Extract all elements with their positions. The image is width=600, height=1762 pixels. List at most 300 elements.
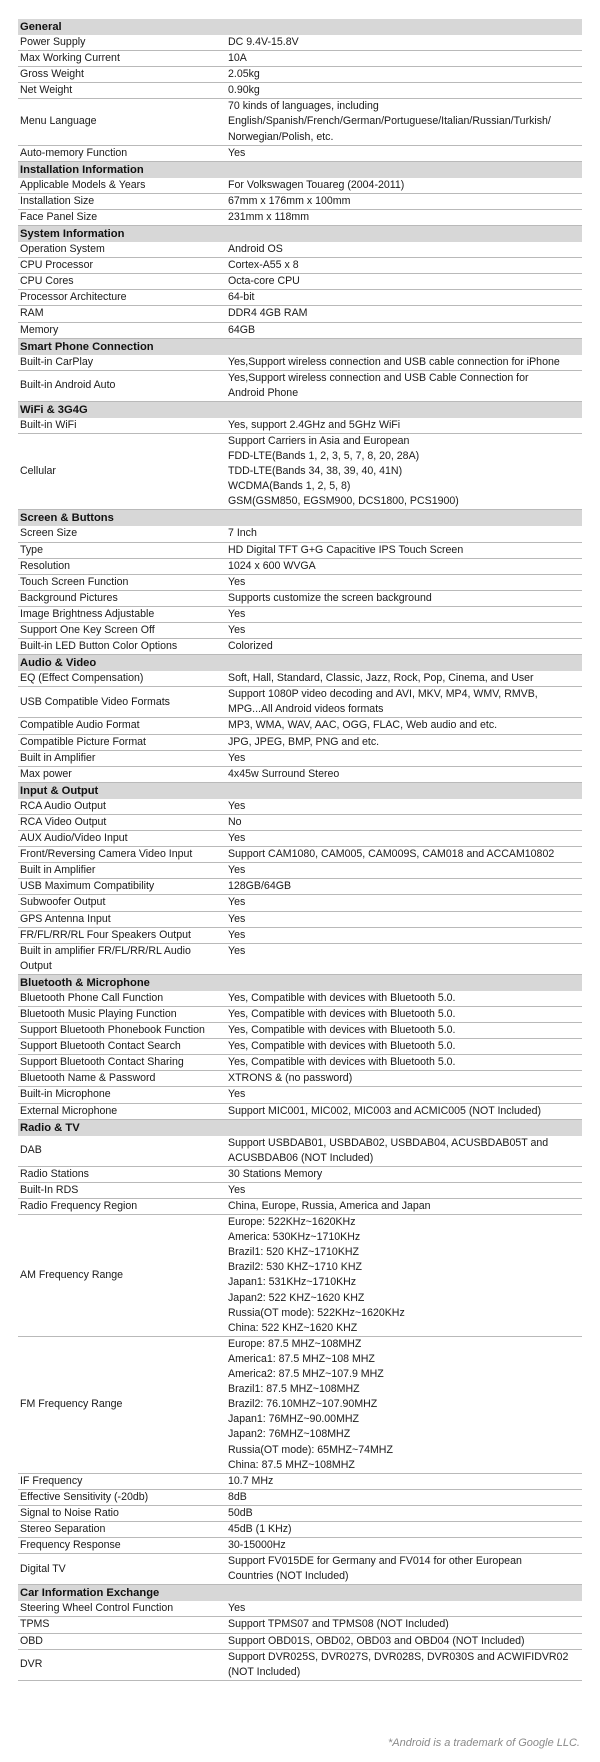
spec-value-line: Android OS [228, 243, 283, 256]
spec-label: USB Maximum Compatibility [20, 880, 155, 893]
spec-row [18, 1601, 582, 1617]
spec-label: Image Brightness Adjustable [20, 607, 155, 620]
spec-row [18, 526, 582, 542]
spec-label: Built in Amplifier [20, 751, 96, 764]
spec-row [18, 895, 582, 911]
spec-value-line: Yes, Compatible with devices with Bluetooth 5.0. [228, 1040, 456, 1053]
spec-value-line: DDR4 4GB RAM [228, 307, 308, 320]
spec-value-line: Brazil1: 87.5 MHZ~108MHZ [228, 1383, 360, 1396]
spec-row [18, 559, 582, 575]
spec-value-line: 30-15000Hz [228, 1539, 286, 1552]
spec-value-line: Japan1: 76MHZ~90.00MHZ [228, 1413, 360, 1426]
spec-value-line: Yes [228, 624, 246, 636]
spec-row [18, 418, 582, 434]
spec-value [226, 863, 582, 878]
spec-value-line: Support TPMS07 and TPMS08 (NOT Included) [228, 1618, 449, 1631]
spec-row [18, 146, 582, 162]
spec-label: Steering Wheel Control Function [20, 1602, 174, 1615]
spec-value-line: HD Digital TFT G+G Capacitive IPS Touch Screen [228, 543, 464, 556]
spec-value-line: ACUSBDAB06 (NOT Included) [228, 1151, 374, 1164]
spec-value-line: Yes [228, 896, 246, 909]
spec-section [18, 783, 582, 975]
spec-value-line: Yes [228, 607, 246, 620]
spec-value [226, 99, 582, 144]
spec-label: Background Pictures [20, 591, 118, 604]
spec-value-line: Colorized [228, 640, 273, 653]
spec-value [226, 718, 582, 733]
spec-row [18, 1071, 582, 1087]
spec-value-line: Japan1: 531KHz~1710KHz [228, 1276, 357, 1289]
spec-value [226, 1490, 582, 1505]
spec-value-line: Yes [228, 912, 246, 925]
spec-value [226, 51, 582, 66]
spec-value-line: Japan2: 76MHZ~108MHZ [228, 1428, 351, 1441]
section-header: Screen & Buttons [18, 510, 582, 526]
spec-value-line: Yes [228, 832, 246, 845]
spec-value-line: Yes [228, 1088, 246, 1101]
spec-label: Auto-memory Function [20, 146, 128, 159]
spec-value-line: Europe: 522KHz~1620KHz [228, 1216, 356, 1229]
spec-value [226, 799, 582, 814]
spec-value-line: Brazil2: 530 KHZ~1710 KHZ [228, 1261, 362, 1274]
spec-section [18, 975, 582, 1120]
spec-value [226, 1554, 582, 1584]
spec-row [18, 323, 582, 339]
spec-value [226, 526, 582, 541]
spec-value [226, 671, 582, 686]
spec-value [226, 1199, 582, 1214]
spec-label: TPMS [20, 1618, 50, 1631]
spec-label: DAB [20, 1144, 42, 1157]
spec-label: Support Bluetooth Contact Search [20, 1040, 181, 1053]
spec-value-line: Yes [228, 944, 246, 957]
spec-value [226, 306, 582, 321]
spec-label: Applicable Models & Years [20, 178, 146, 191]
spec-section [18, 1120, 582, 1586]
section-header: Bluetooth & Microphone [18, 975, 582, 991]
spec-label: Processor Architecture [20, 291, 127, 304]
spec-label: RCA Video Output [20, 815, 107, 828]
spec-value-line: Russia(OT mode): 65MHZ~74MHZ [228, 1443, 393, 1456]
spec-value [226, 1522, 582, 1537]
spec-value-line: America1: 87.5 MHZ~108 MHZ [228, 1352, 375, 1365]
spec-label: OBD [20, 1634, 43, 1647]
spec-section [18, 162, 582, 226]
spec-value-line: No [228, 815, 242, 828]
spec-value-line: XTRONS & (no password) [228, 1072, 353, 1085]
spec-label: Built-in WiFi [20, 418, 77, 431]
spec-value-line: America2: 87.5 MHZ~107.9 MHZ [228, 1368, 384, 1381]
spec-label: Signal to Noise Ratio [20, 1506, 119, 1519]
spec-value-line: China: 522 KHZ~1620 KHZ [228, 1321, 358, 1334]
spec-label: External Microphone [20, 1104, 118, 1117]
spec-value-line: China: 87.5 MHZ~108MHZ [228, 1458, 355, 1471]
spec-label: Net Weight [20, 84, 73, 97]
spec-value-line: Europe: 87.5 MHZ~108MHZ [228, 1337, 362, 1350]
spec-row [18, 799, 582, 815]
spec-value [226, 639, 582, 654]
spec-section [18, 226, 582, 339]
spec-value [226, 687, 582, 717]
spec-row [18, 210, 582, 226]
spec-label: RAM [20, 307, 44, 320]
spec-value [226, 290, 582, 305]
spec-value [226, 1617, 582, 1632]
spec-row [18, 1337, 582, 1474]
spec-value [226, 912, 582, 927]
spec-label: Compatible Audio Format [20, 719, 140, 732]
spec-value [226, 928, 582, 943]
spec-label: Gross Weight [20, 68, 84, 81]
spec-value [226, 1601, 582, 1616]
spec-value-line: 64-bit [228, 291, 255, 304]
spec-label: Bluetooth Phone Call Function [20, 991, 164, 1004]
spec-row [18, 944, 582, 975]
spec-value-line: WCDMA(Bands 1, 2, 5, 8) [228, 480, 351, 493]
spec-label: Subwoofer Output [20, 896, 106, 909]
spec-value-line: TDD-LTE(Bands 34, 38, 39, 40, 41N) [228, 465, 403, 478]
spec-value-line: English/Spanish/French/German/Portuguese/Italian/Russian/Turkish/ [228, 115, 551, 128]
spec-value [226, 434, 582, 509]
spec-label: Cellular [20, 465, 56, 478]
spec-value [226, 371, 582, 401]
spec-section [18, 402, 582, 511]
spec-value [226, 1215, 582, 1336]
spec-value-line: Support OBD01S, OBD02, OBD03 and OBD04 (NOT Included) [228, 1634, 525, 1647]
spec-value-line: 45dB (1 KHz) [228, 1522, 292, 1535]
spec-label: Built-in LED Button Color Options [20, 640, 178, 653]
spec-label: FR/FL/RR/RL Four Speakers Output [20, 928, 191, 941]
spec-value [226, 242, 582, 257]
spec-value-line: 2.05kg [228, 68, 260, 81]
section-header: System Information [18, 226, 582, 242]
spec-row [18, 1650, 582, 1681]
spec-label: Radio Stations [20, 1167, 89, 1180]
spec-value [226, 1474, 582, 1489]
spec-label: Built-In RDS [20, 1183, 79, 1196]
spec-value-line: GSM(GSM850, EGSM900, DCS1800, PCS1900) [228, 495, 459, 508]
spec-value-line: (NOT Included) [228, 1665, 301, 1678]
spec-row [18, 1522, 582, 1538]
spec-label: Type [20, 543, 43, 556]
spec-row [18, 1554, 582, 1585]
spec-label: Touch Screen Function [20, 575, 129, 588]
spec-value-line: Yes [228, 575, 246, 588]
spec-row [18, 879, 582, 895]
spec-value-line: Yes, Compatible with devices with Bluetooth 5.0. [228, 991, 456, 1004]
spec-value-line: MP3, WMA, WAV, AAC, OGG, FLAC, Web audio and etc. [228, 719, 498, 732]
spec-value-line: Yes, Compatible with devices with Bluetooth 5.0. [228, 1056, 456, 1069]
spec-value-line: Yes,Support wireless connection and USB cable connection for iPhone [228, 355, 560, 368]
spec-label: Digital TV [20, 1562, 66, 1575]
spec-value-line: Cortex-A55 x 8 [228, 259, 299, 272]
spec-row [18, 1136, 582, 1167]
spec-value-line: Yes [228, 1183, 246, 1196]
spec-value [226, 735, 582, 750]
spec-value-line: FDD-LTE(Bands 1, 2, 3, 5, 7, 8, 20, 28A) [228, 450, 420, 463]
spec-label: Bluetooth Name & Password [20, 1072, 156, 1085]
spec-section [18, 655, 582, 783]
spec-value-line: Norwegian/Polish, etc. [228, 130, 334, 143]
spec-value [226, 1167, 582, 1182]
spec-row [18, 1023, 582, 1039]
spec-label: Menu Language [20, 115, 97, 128]
spec-label: Screen Size [20, 527, 78, 540]
spec-row [18, 355, 582, 371]
spec-row [18, 687, 582, 718]
spec-value [226, 1071, 582, 1086]
spec-row [18, 1474, 582, 1490]
spec-value [226, 258, 582, 273]
spec-row [18, 1183, 582, 1199]
spec-label: Installation Size [20, 194, 95, 207]
spec-value [226, 543, 582, 558]
spec-value [226, 607, 582, 622]
spec-label: Effective Sensitivity (-20db) [20, 1490, 149, 1503]
spec-row [18, 67, 582, 83]
spec-value-line: 70 kinds of languages, including [228, 100, 379, 113]
spec-value [226, 1023, 582, 1038]
spec-label: Frequency Response [20, 1539, 121, 1552]
spec-value-line: Yes, Compatible with devices with Bluetooth 5.0. [228, 1007, 456, 1020]
spec-value [226, 591, 582, 606]
spec-value [226, 944, 582, 974]
spec-label: Bluetooth Music Playing Function [20, 1007, 177, 1020]
trademark-footnote: *Android is a trademark of Google LLC. [388, 1737, 580, 1749]
section-header: Car Information Exchange [18, 1585, 582, 1601]
spec-value-line: 231mm x 118mm [228, 210, 310, 223]
spec-section [18, 339, 582, 402]
spec-value-line: Support Carriers in Asia and European [228, 434, 410, 447]
spec-value-line: 0.90kg [228, 84, 260, 97]
spec-row [18, 242, 582, 258]
spec-section [18, 1585, 582, 1680]
section-header: Smart Phone Connection [18, 339, 582, 355]
spec-row [18, 815, 582, 831]
spec-row [18, 99, 582, 145]
spec-value [226, 1634, 582, 1649]
spec-value-line: Brazil1: 520 KHZ~1710KHZ [228, 1246, 360, 1259]
spec-row [18, 991, 582, 1007]
spec-row [18, 1506, 582, 1522]
spec-value-line: 10A [228, 52, 247, 65]
spec-label: Built-in Microphone [20, 1088, 111, 1101]
spec-label: Memory [20, 323, 59, 336]
spec-label: Support Bluetooth Phonebook Function [20, 1024, 205, 1037]
spec-label: Built in amplifier FR/FL/RR/RL Audio Output [20, 944, 191, 972]
spec-label: Stereo Separation [20, 1522, 106, 1535]
spec-value [226, 1650, 582, 1680]
spec-value-line: Support USBDAB01, USBDAB02, USBDAB04, ACUSBDAB05T and [228, 1136, 549, 1149]
spec-label: AM Frequency Range [20, 1268, 124, 1281]
spec-label: Face Panel Size [20, 210, 98, 223]
spec-value [226, 146, 582, 161]
spec-value-line: Support MIC001, MIC002, MIC003 and ACMIC005 (NOT Included) [228, 1104, 542, 1117]
spec-value [226, 559, 582, 574]
spec-row [18, 306, 582, 322]
spec-row [18, 1199, 582, 1215]
spec-label: FM Frequency Range [20, 1398, 123, 1411]
spec-row [18, 863, 582, 879]
spec-label: Max power [20, 767, 72, 780]
spec-value [226, 895, 582, 910]
spec-value [226, 879, 582, 894]
section-header: General [18, 19, 582, 35]
spec-row [18, 543, 582, 559]
spec-label: Radio Frequency Region [20, 1200, 138, 1212]
spec-value-line: Yes, Compatible with devices with Bluetooth 5.0. [228, 1024, 456, 1037]
spec-row [18, 1634, 582, 1650]
spec-value-line: Countries (NOT Included) [228, 1570, 349, 1583]
section-header: Radio & TV [18, 1120, 582, 1136]
spec-value-line: 50dB [228, 1506, 253, 1519]
spec-section [18, 19, 582, 162]
spec-label: Front/Reversing Camera Video Input [20, 848, 193, 861]
spec-value [226, 751, 582, 766]
spec-value-line: 4x45w Surround Stereo [228, 767, 340, 780]
spec-label: Power Supply [20, 36, 86, 48]
spec-row [18, 83, 582, 99]
spec-row [18, 1167, 582, 1183]
spec-label: CPU Processor [20, 259, 93, 272]
spec-row [18, 623, 582, 639]
spec-value-line: America: 530KHz~1710KHz [228, 1231, 361, 1244]
spec-value-line: Yes [228, 928, 246, 941]
section-header: Installation Information [18, 162, 582, 178]
spec-label: Support Bluetooth Contact Sharing [20, 1056, 184, 1069]
spec-row [18, 194, 582, 210]
section-header: WiFi & 3G4G [18, 402, 582, 418]
spec-section [18, 510, 582, 655]
spec-value [226, 1039, 582, 1054]
spec-value-line: Japan2: 522 KHZ~1620 KHZ [228, 1291, 365, 1304]
spec-row [18, 912, 582, 928]
spec-label: Resolution [20, 559, 71, 572]
spec-value [226, 355, 582, 370]
spec-row [18, 258, 582, 274]
section-header: Audio & Video [18, 655, 582, 671]
spec-row [18, 847, 582, 863]
spec-value-line: Yes,Support wireless connection and USB Cable Connection for [228, 371, 529, 384]
spec-row [18, 735, 582, 751]
spec-label: RCA Audio Output [20, 799, 106, 812]
spec-row [18, 1490, 582, 1506]
spec-value [226, 991, 582, 1006]
spec-value [226, 274, 582, 289]
spec-value [226, 1183, 582, 1198]
spec-row [18, 1055, 582, 1071]
spec-row [18, 178, 582, 194]
spec-value-line: Yes [228, 146, 246, 159]
spec-value [226, 67, 582, 82]
spec-label: USB Compatible Video Formats [20, 695, 170, 708]
spec-value [226, 1055, 582, 1070]
spec-value-line: Yes [228, 1602, 246, 1615]
spec-value [226, 1087, 582, 1102]
spec-row [18, 767, 582, 783]
spec-value-line: Android Phone [228, 386, 299, 399]
spec-value [226, 418, 582, 433]
spec-value-line: MPG...All Android videos formats [228, 703, 384, 716]
spec-value-line: For Volkswagen Touareg (2004-2011) [228, 178, 405, 191]
spec-row [18, 639, 582, 655]
spec-row [18, 290, 582, 306]
spec-value [226, 194, 582, 209]
spec-value-line: China, Europe, Russia, America and Japan [228, 1200, 431, 1212]
spec-value-line: 10.7 MHz [228, 1474, 274, 1487]
spec-value [226, 847, 582, 862]
spec-row [18, 1087, 582, 1103]
spec-row [18, 35, 582, 51]
spec-row [18, 591, 582, 607]
spec-label: EQ (Effect Compensation) [20, 672, 144, 685]
spec-row [18, 928, 582, 944]
spec-label: Built-in Android Auto [20, 379, 116, 392]
spec-value-line: Support DVR025S, DVR027S, DVR028S, DVR030S and ACWIFIDVR02 [228, 1650, 569, 1663]
spec-row [18, 575, 582, 591]
section-header: Input & Output [18, 783, 582, 799]
spec-value [226, 767, 582, 782]
spec-value-line: JPG, JPEG, BMP, PNG and etc. [228, 735, 380, 748]
spec-value-line: 1024 x 600 WVGA [228, 559, 316, 572]
spec-value-line: Support 1080P video decoding and AVI, MKV, MP4, WMV, RMVB, [228, 688, 538, 701]
spec-label: GPS Antenna Input [20, 912, 111, 925]
spec-value [226, 575, 582, 590]
spec-row [18, 434, 582, 510]
spec-row [18, 718, 582, 734]
spec-row [18, 1039, 582, 1055]
spec-label: Built-in CarPlay [20, 355, 94, 368]
spec-label: Compatible Picture Format [20, 735, 146, 748]
spec-row [18, 1104, 582, 1120]
spec-value-line: 64GB [228, 323, 256, 336]
spec-value-line: Soft, Hall, Standard, Classic, Jazz, Rock, Pop, Cinema, and User [228, 672, 534, 685]
spec-value-line: 67mm x 176mm x 100mm [228, 194, 351, 207]
spec-label: DVR [20, 1658, 43, 1671]
spec-label: Operation System [20, 243, 105, 256]
spec-label: IF Frequency [20, 1474, 83, 1487]
spec-value-line: Yes, support 2.4GHz and 5GHz WiFi [228, 418, 401, 431]
spec-value-line: 8dB [228, 1490, 247, 1503]
spec-value-line: Supports customize the screen background [228, 591, 432, 604]
spec-value [226, 83, 582, 98]
spec-value [226, 1007, 582, 1022]
spec-value-line: Support CAM1080, CAM005, CAM009S, CAM018 and ACCAM10802 [228, 848, 555, 861]
spec-row [18, 607, 582, 623]
spec-label: Built in Amplifier [20, 864, 96, 877]
spec-value [226, 1337, 582, 1473]
spec-row [18, 1215, 582, 1337]
spec-value-line: Support FV015DE for Germany and FV014 for other European [228, 1555, 522, 1568]
spec-value [226, 323, 582, 338]
spec-row [18, 1617, 582, 1633]
spec-row [18, 51, 582, 67]
spec-label: Max Working Current [20, 52, 120, 65]
spec-row [18, 371, 582, 402]
spec-value [226, 35, 582, 50]
spec-value-line: Yes [228, 864, 246, 877]
spec-label: CPU Cores [20, 275, 74, 288]
spec-value-line: Octa-core CPU [228, 275, 300, 288]
spec-label: Support One Key Screen Off [20, 624, 155, 636]
spec-row [18, 1007, 582, 1023]
spec-value-line: 7 Inch [228, 527, 257, 540]
spec-value [226, 1136, 582, 1166]
spec-value [226, 623, 582, 638]
spec-value [226, 1506, 582, 1521]
spec-value [226, 1538, 582, 1553]
spec-value-line: Yes [228, 751, 246, 764]
